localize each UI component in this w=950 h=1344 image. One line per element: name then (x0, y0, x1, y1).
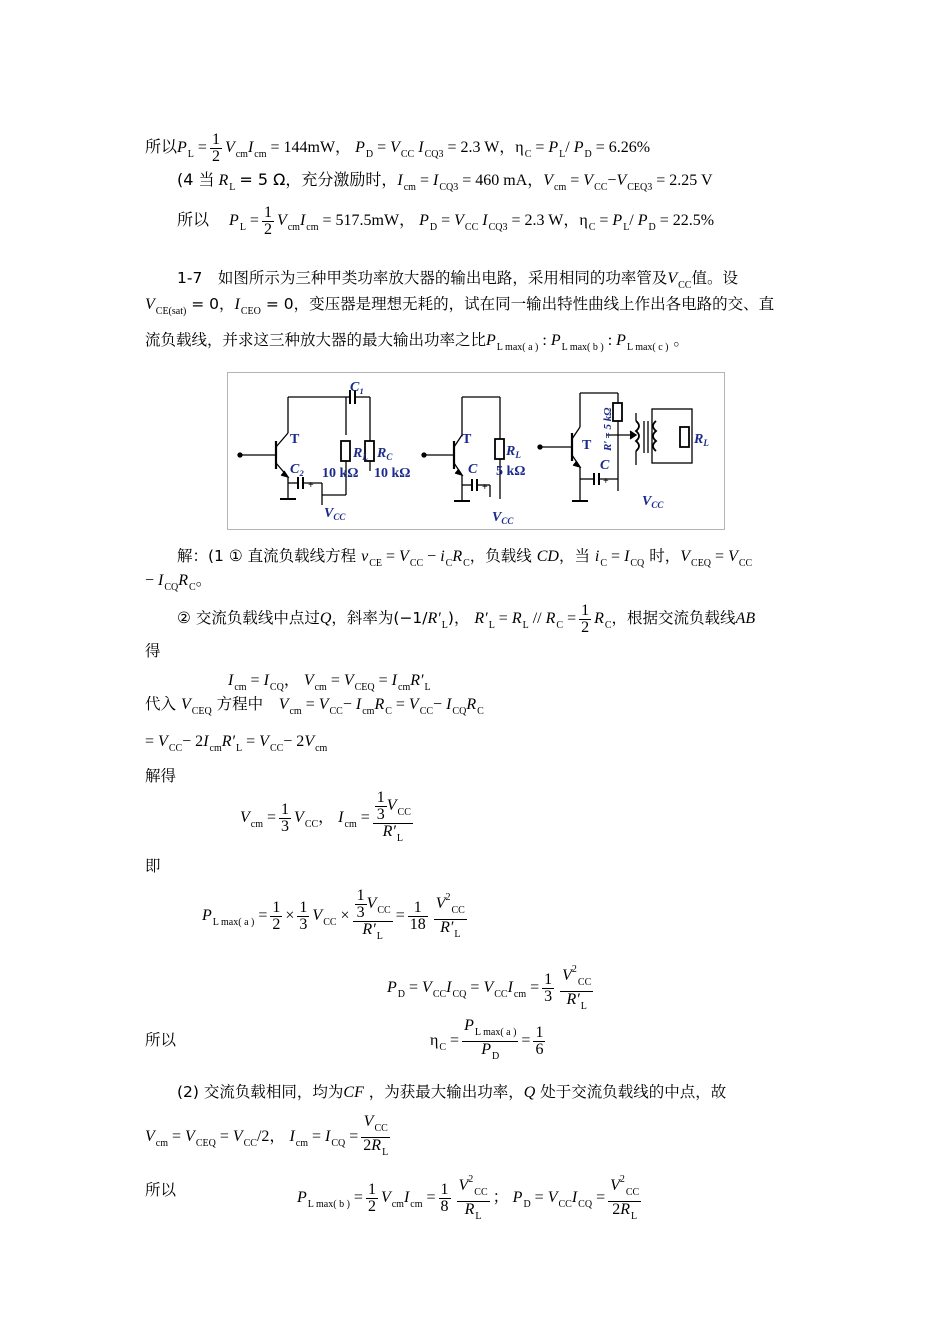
text: 代入 (145, 695, 177, 713)
t-label-b: T (462, 432, 472, 447)
text: ， (269, 1126, 286, 1146)
text: = 460 mA， (462, 172, 544, 189)
text: 1-7 如图所示为三种甲类功率放大器的输出电路，采用相同的功率管及 (177, 269, 668, 287)
line-3: 所以 $P_L$ = $\frac{1}{2}$ $V_{cm}I_{cm} = 517.5mW$， $P_D = V_{CC}$ $I_{CQ3} = 2.3$ W，$\eta_C = P_L/$ $P_D = 22.5\%$ (177, 204, 715, 238)
text: = 0，变压器是理想无耗的，试在同一输出特性曲线上作出各电路的交、直 (265, 295, 775, 313)
text: 流负载线，并求这三种放大器的最大输出功率之比 (145, 331, 487, 349)
text: 。 (195, 570, 212, 589)
line-16 (145, 856, 161, 876)
line-5: $V_{CE(sat)} = 0$，$I_{CEO} = 0$，变压器是理想无耗的，试在同一输出特性曲线上作出各电路的交、直 (145, 295, 775, 317)
text: ； (492, 1187, 509, 1207)
line-14 (145, 766, 176, 786)
line-19-eq: $\eta_C$ = $\frac{P_{L max( a )}}{P_D}$ = $\frac{1}{6}$ (430, 1018, 548, 1065)
c-label-c: C (600, 458, 610, 473)
text: = 144mW， (270, 139, 352, 157)
line-22 (145, 1180, 176, 1200)
text: 所以 (145, 1031, 177, 1049)
text: ， (318, 807, 335, 827)
plus-b: + (482, 482, 488, 493)
line-7: 解：(1 ① 直流负载线方程 $v_{CE} = V_{CC} - i_CR_C$，负载线 CD，当 $i_C = I_{CQ}$ 时，$V_{CEQ} = V_{CC}$ (177, 547, 753, 569)
c-label-b: C (468, 462, 478, 477)
rl-label-c: $R_L$ (694, 432, 709, 448)
r10b-label: 10 kΩ (374, 466, 411, 481)
line-13: = $V_{CC}- 2I_{cm}R'_L = V_{CC}- 2V_{cm}$ (145, 733, 328, 754)
t-label-c: T (582, 438, 592, 453)
text: (2) 交流负载相同，均为 (177, 1083, 344, 1101)
text: 即 (145, 857, 161, 875)
text: 处于交流负载线的中点，故 (540, 1083, 727, 1101)
text: ，负载线 (469, 547, 532, 565)
text: = 5 Ω，充分激励时， (239, 170, 398, 189)
line-6: 流负载线，并求这三种放大器的最大输出功率之比$P_{L max( a )}$ : $P_{L max( b )}$ : $P_{L max( c )}$ 。 (145, 331, 689, 353)
t-label-a: T (290, 432, 300, 447)
text: 得 (145, 642, 161, 660)
text: )， (447, 609, 470, 628)
text: 解得 (145, 767, 177, 785)
line-18: $P_D = V_{CC}I_{CQ} = V_{CC}I_{cm}$ = $\frac{1}{3}$ $\frac{V^2_{CC}}{R'_L}$ (387, 962, 596, 1015)
text: = 2.25 V (656, 172, 713, 189)
text: ，当 (558, 547, 590, 565)
text: = 6.26% (595, 139, 651, 157)
text: ② 交流负载线中点过 (177, 609, 320, 628)
line-21: $V_{cm} = V_{CEQ} = V_{CC}/2$， $I_{cm} = I_{CQ}$ = $\frac{V_{CC}}{2R_L}$ (145, 1114, 393, 1161)
text: (4 当 (177, 170, 215, 189)
line-4: 1-7 如图所示为三种甲类功率放大器的输出电路，采用相同的功率管及$V_{CC}$值。设 (177, 269, 738, 291)
line-17: $P_{L max( a )}$ = $\frac{1}{2}$ × $\frac{1}{3}$ $V_{CC}$ × $\frac{1}{3}$ $V_{CC}$ $R'_L$ = $\frac{1}{18}$ $\frac{V^2_{CC}}{R'_L}$ (202, 888, 470, 945)
circuit-diagram (228, 373, 724, 529)
line-2: (4 当 $R_L = 5$ Ω，充分激励时，$I_{cm} = I_{CQ3} = 460$ mA，$V_{cm} = V_{CC}-V_{CEQ3} = 2.25$ V (177, 170, 713, 193)
vcc-label-a: $V_{CC}$ (324, 506, 346, 522)
text: = 22.5% (659, 212, 715, 230)
text: = 2.3 W，η (511, 212, 588, 230)
text: 值。设 (691, 269, 738, 287)
c2-label: C₂ (290, 462, 305, 477)
r5-label: 5 kΩ (496, 464, 526, 479)
c1-label: C₁ (350, 380, 365, 395)
line-1: 所以$P_L$ = $\frac{1}{2}$ $V_{cm}I_{cm} = 144mW$， $P_D = V_{CC}$ $I_{CQ3} = 2.3$ W，$\eta_C = P_L/$ $P_D = 6.26\%$ (145, 131, 651, 165)
text: 所以 (145, 137, 178, 157)
vcc-label-b: $V_{CC}$ (492, 510, 514, 526)
line-12: 代入 $V_{CEQ}$ 方程中 $V_{cm} = V_{CC}- I_{cm}R_C = V_{CC}- I_{CQ}R_C$ (145, 695, 484, 717)
vcc-label-c: $V_{CC}$ (642, 494, 664, 510)
rlp-label: R′= 5 kΩ (602, 407, 614, 451)
text: = 517.5mW， (322, 212, 416, 230)
text: 时， (649, 547, 681, 565)
text: ，斜率为(−1/ (331, 609, 428, 628)
rl-label-b: $R_L$ (506, 444, 521, 460)
rl-label-a: $R_L$ (353, 446, 368, 462)
text: 所以 (145, 1181, 177, 1199)
line-10 (145, 641, 161, 661)
text: ，为获最大输出功率， (368, 1083, 524, 1101)
r10a-label: 10 kΩ (322, 466, 359, 481)
text: 方程中 (216, 695, 264, 713)
line-19 (145, 1030, 176, 1050)
line-20: (2) 交流负载相同，均为CF ，为获最大输出功率，Q 处于交流负载线的中点，故 (177, 1083, 727, 1101)
line-9: ② 交流负载线中点过Q，斜率为$(-1/R'_L)$， $R'_L = R_L // R_C$ = $\frac{1}{2}$ $R_C$，根据交流负载线AB (177, 602, 756, 636)
text: ， (283, 670, 300, 689)
plus-c: + (603, 476, 609, 487)
rc-label: $R_C$ (377, 446, 393, 462)
line-8: − $I_{CQ}R_C$。 (145, 570, 212, 593)
line-11: $I_{cm} = I_{CQ}$， $V_{cm} = V_{CEQ} = I_{cm}R'_L$ (228, 670, 431, 693)
line-22-eq: $P_{L max( b )}$ = $\frac{1}{2}$ $V_{cm}I_{cm}$ = $\frac{1}{8}$ $\frac{V^2_{CC}}{R_L}$ ； $P_D = V_{CC}I_{CQ}$ = $\frac{V^2_{CC}}{2R_L}$ (297, 1172, 644, 1225)
plus-a: + (308, 480, 314, 491)
text: = 2.3 W，η (447, 139, 524, 157)
text: 解：(1 ① 直流负载线方程 (177, 547, 357, 565)
circuit-figure (227, 372, 725, 530)
text: ，根据交流负载线 (611, 609, 736, 628)
line-15: $V_{cm}$ = $\frac{1}{3}$ $V_{CC}$， $I_{cm}$ = $\frac{1}{3}$ $V_{CC}$ $R'_L$ (240, 790, 416, 847)
text: = 0， (191, 295, 235, 313)
text: 所以 (177, 210, 210, 230)
text: 。 (673, 331, 689, 349)
